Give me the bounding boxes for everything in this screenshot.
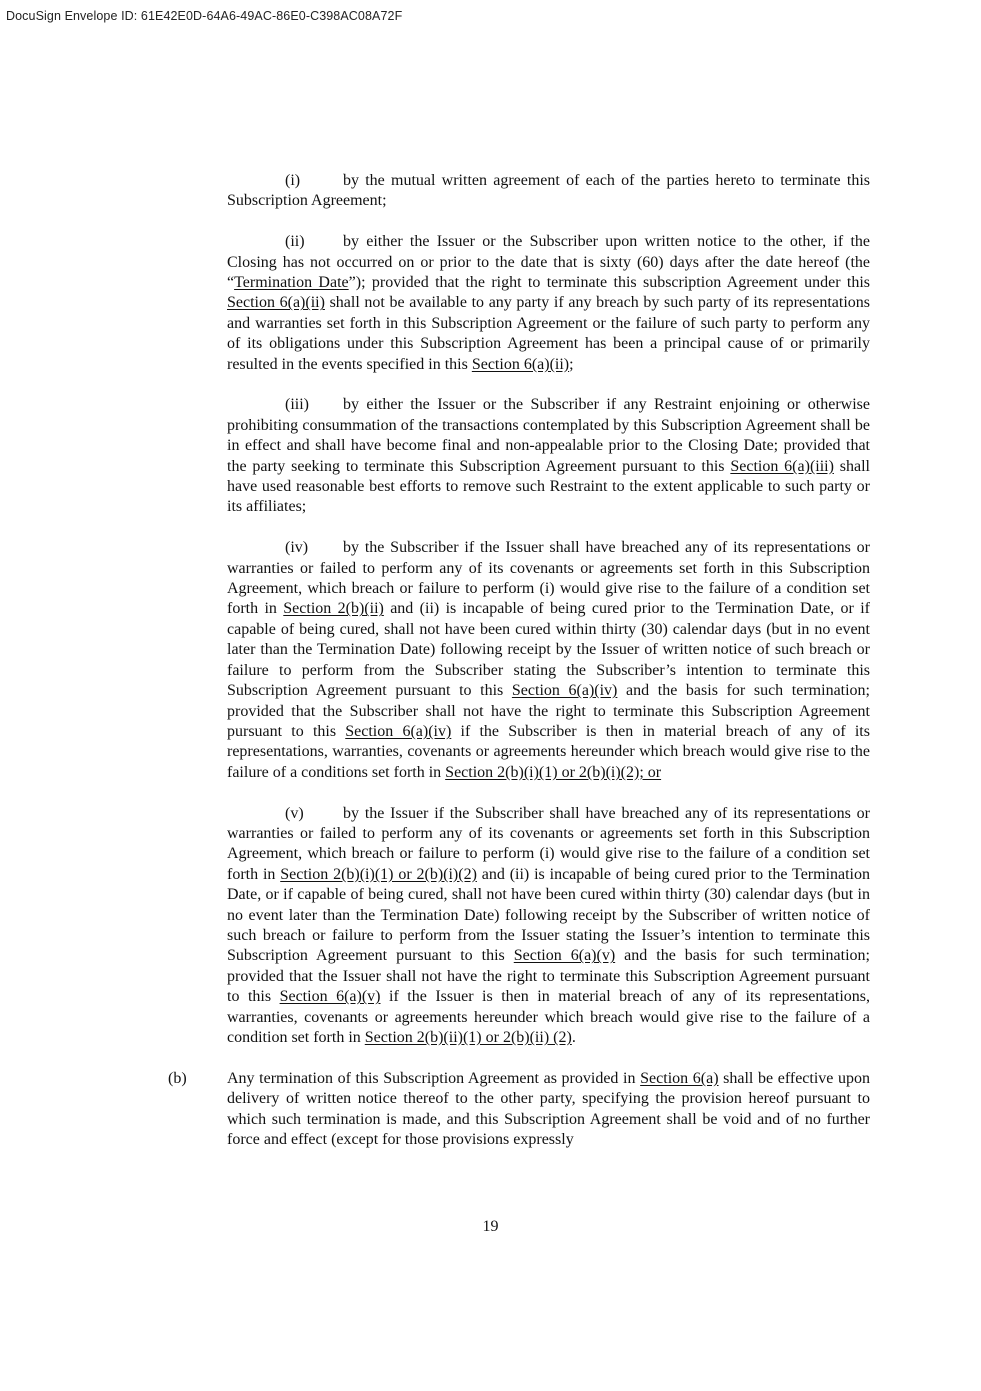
- clause-text: ”); provided that the right to terminate this subscription Agreement under this: [348, 274, 870, 292]
- defined-term-termination-date: Termination Date: [234, 274, 349, 292]
- clause-text: by either the Issuer or the Subscriber upon written notice to the other, if the Closing has not occurred on or prior to the date that is sixty (60) days after the date hereof (the “: [227, 233, 870, 292]
- clause-ii: [227, 232, 870, 375]
- clause-number: (iv): [285, 539, 309, 557]
- clause-text: by the mutual written agreement of each of the parties hereto to terminate this Subscription Agreement;: [227, 172, 870, 210]
- clause-text: if the Subscriber is then in material breach of any of its representations, warranties, covenants or agreements hereunder which breach would give rise to the failure of a conditions set forth in: [227, 722, 870, 781]
- clause-text: by either the Issuer or the Subscriber if any Restraint enjoining or otherwise prohibiting consummation of the transactions contemplated by this Subscription Agreement shall be in effect and shall have become final and non-appealable prior to the Closing Date; provided that the party seeking to terminate this Subscription Agreement pursuant to this: [227, 396, 870, 475]
- clause-text: and (ii) is incapable of being cured prior to the Termination Date, or if capable of being cured, shall not have been cured within thirty (30) calendar days (but in no event later than the Termination Date) following receipt by the Issuer of written notice of such breach or failure to perform from the Subscriber stating the Subscriber’s intention to terminate this Subscription Agreement pursuant to this: [227, 600, 871, 700]
- section-reference: Section 6(a)(iv): [511, 682, 618, 700]
- docusign-envelope-id: DocuSign Envelope ID: 61E42E0D-64A6-49AC-86E0-C398AC08A72F: [6, 9, 403, 23]
- section-reference: Section 6(a)(v): [513, 947, 616, 965]
- section-text: shall be effective upon delivery of written notice thereof to the other party, specifying the provision hereof pursuant to which such termination is made, and this Subscription Agreement shall be void and of no further force and effect (except for those provisions expressly: [227, 1069, 871, 1149]
- clause-number: (i): [285, 172, 301, 189]
- section-reference: Section 6(a)(iii): [730, 457, 834, 475]
- clause-text: and the basis for such termination; provided that the Issuer shall not have the right to terminate this Subscription Agreement pursuant to this: [227, 947, 870, 1006]
- section-text: Any termination of this Subscription Agreement as provided in: [227, 1069, 641, 1087]
- section-reference: Section 2(b)(ii)(1) or 2(b)(ii) (2): [364, 1029, 572, 1046]
- clause-text: by the Issuer if the Subscriber shall have breached any of its representations or warranties or failed to perform any of its covenants or agreements set forth in this Subscription Agreement, which breach or failure to perform (i) would give rise to the failure of a condition set forth in: [227, 804, 870, 883]
- clause-text: shall have used reasonable best efforts to remove such Restraint to the extent applicable to such party or its affiliates;: [227, 457, 871, 516]
- clause-v: [227, 804, 870, 1049]
- section-reference: Section 6(a)(iv): [345, 722, 452, 740]
- clause-text: if the Issuer is then in material breach of any of its representations, warranties, covenants or agreements hereunder which breach would give rise to the failure of a condition set forth in: [227, 988, 871, 1046]
- section-reference: Section 2(b)(i)(1) or 2(b)(i)(2): [280, 865, 477, 883]
- clause-iii: [227, 395, 870, 517]
- section-reference: Section 6(a): [640, 1069, 719, 1087]
- clause-text: shall not be available to any party if any breach by such party of its representations and warranties set forth in this Subscription Agreement or the failure of such party to perform any of its obligations under this Subscription Agreement has been a principal cause of or primarily resulted in the events specified in this: [227, 294, 871, 373]
- section-reference: Section 2(b)(ii): [283, 600, 384, 618]
- page-number: 19: [482, 1218, 499, 1235]
- section-b: [168, 1069, 871, 1151]
- clause-text: .: [571, 1029, 576, 1046]
- document-body: [168, 171, 871, 1150]
- clause-text: and (ii) is incapable of being cured prior to the Termination Date, or if capable of being cured, shall not have been cured within thirty (30) calendar days (but in no event later than the Termination Date) following receipt by the Subscriber of written notice of such breach or failure to perform from the Issuer stating the Issuer’s intention to terminate this Subscription Agreement pursuant to this: [227, 865, 870, 965]
- clause-number: (ii): [285, 233, 305, 251]
- clause-number: (iii): [285, 396, 309, 414]
- section-reference: Section 6(a)(ii): [227, 294, 325, 312]
- clause-text: and the basis for such termination; provided that the Subscriber shall not have the right to terminate this Subscription Agreement pursuant to this: [227, 682, 870, 740]
- section-reference: Section 6(a)(v): [279, 988, 381, 1006]
- clause-i: [227, 171, 870, 212]
- clause-iv: [227, 538, 870, 783]
- section-number: (b): [168, 1069, 187, 1087]
- clause-text: by the Subscriber if the Issuer shall have breached any of its representations or warranties or failed to perform any of its covenants or agreements set forth in this Subscription Agreement, which breach or failure to perform (i) would give rise to the failure of a condition set forth in: [227, 539, 870, 618]
- section-reference: Section 2(b)(i)(1) or 2(b)(i)(2); or: [445, 763, 662, 781]
- clause-number: (v): [285, 804, 304, 822]
- section-reference: Section 6(a)(ii): [471, 355, 570, 373]
- clause-text: ;: [569, 355, 574, 373]
